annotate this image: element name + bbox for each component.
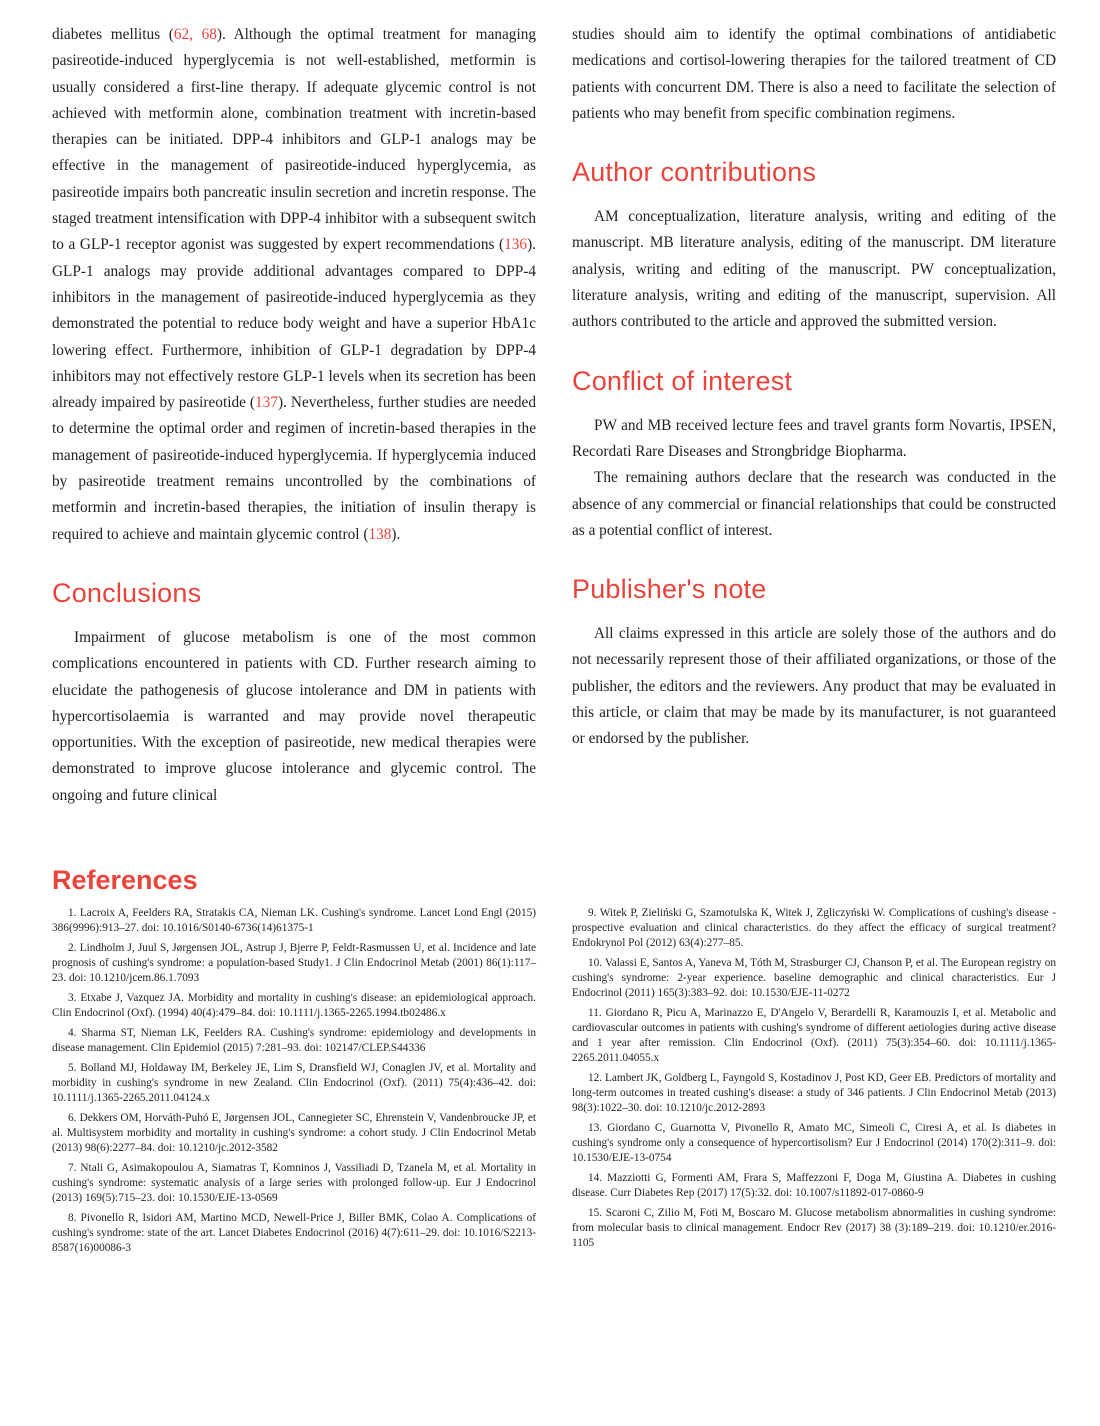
reference-item: 15. Scaroni C, Zilio M, Foti M, Boscaro M. Glucose metabolism abnormalities in cushing syndrome: from molecular basis to clinical management. Endocr Rev (2017) 38 (3):189–219. doi: 10.1210/er.2016-1105 (572, 1207, 1056, 1250)
text-run: ). Although the optimal treatment for managing pasireotide-induced hyperglycemia is not well-established, metformin is usually considered a first-line therapy. If adequate glycemic control is not achieved with metformin alone, combination treatment with incretin-based therapies can be initiated. DPP-4 inhibitors and GLP-1 analogs may be effective in the management of pasireotide-induced hyperglycemia, as pasireotide impairs both pancreatic insulin secretion and incretin response. The staged treatment intensification with DPP-4 inhibitor with a subsequent switch to a GLP-1 receptor agonist was suggested by expert recommendations ( (52, 26, 536, 254)
heading-conclusions: Conclusions (52, 577, 202, 608)
reference-item: 14. Mazziotti G, Formenti AM, Frara S, Maffezzoni F, Doga M, Giustina A. Diabetes in cushing disease. Curr Diabetes Rep (2017) 17(5):32. doi: 10.1007/s11892-017-0860-9 (572, 1172, 1056, 1200)
reference-item: 12. Lambert JK, Goldberg L, Fayngold S, Kostadinov J, Post KD, Geer EB. Predictors of mortality and long-term outcomes in treated cushing's disease: a study of 346 patients. J Clin Endocrinol Metab (2013) 98(3):1022–30. doi: 10.1210/jc.2012-2893 (572, 1072, 1056, 1115)
left-column (52, 22, 536, 809)
reference-item: 11. Giordano R, Picu A, Marinazzo E, D'Angelo V, Berardelli R, Karamouzis I, et al. Metabolic and cardiovascular outcomes in patients with cushing's syndrome of different aetiologies during active disease and 1 year after remission. Clin Endocrinol (Oxf). (2011) 75(3):354–60. doi: 10.1111/j.1365-2265.2011.04055.x (572, 1007, 1056, 1065)
heading-conflict-of-interest: Conflict of interest (572, 365, 793, 396)
reference-item: 8. Pivonello R, Isidori AM, Martino MCD, Newell-Price J, Biller BMK, Colao A. Complications of cushing's syndrome: state of the art. Lancet Diabetes Endocrinol (2016) 4(7):611–29. doi: 10.1016/S2213-8587(16)00086-3 (52, 1212, 536, 1255)
reference-item: 2. Lindholm J, Juul S, Jørgensen JOL, Astrup J, Bjerre P, Feldt-Rasmussen U, et al. Incidence and late prognosis of cushing's syndrome: a population-based Study1. J Clin Endocrinol Metab (2001) 86(1):117–23. doi: 10.1210/jcem.86.1.7093 (52, 942, 536, 985)
citation-link[interactable]: 138 (368, 525, 392, 543)
text-run: diabetes mellitus ( (52, 26, 174, 43)
reference-item: 6. Dekkers OM, Horváth-Puhó E, Jørgensen JOL, Cannegieter SC, Ehrenstein V, Vandenbroucke JP, et al. Multisystem morbidity and mortality in cushing's syndrome: a cohort study. J Clin Endocrinol Metab (2013) 98(6):2277–84. doi: 10.1210/jc.2012-3582 (52, 1112, 536, 1155)
references-columns (52, 906, 1056, 1261)
paragraph-author-contributions: AM conceptualization, literature analysis, writing and editing of the manuscript. MB literature analysis, editing of the manuscript. DM literature analysis, writing and editing of the manuscript. PW conceptualization, literature analysis, writing and editing of the manuscript, supervision. All authors contributed to the article and approved the submitted version. (572, 208, 1056, 331)
reference-item: 4. Sharma ST, Nieman LK, Feelders RA. Cushing's syndrome: epidemiology and developments in disease management. Clin Epidemiol (2015) 7:281–93. doi: 102147/CLEP.S44336 (52, 1027, 536, 1055)
paragraph-conclusions-continued: studies should aim to identify the optimal combinations of antidiabetic medications and cortisol-lowering therapies for the tailored treatment of CD patients with concurrent DM. There is also a need to facilitate the selection of patients who may benefit from specific combination regimens. (572, 26, 1056, 122)
references-left-column (52, 906, 536, 1261)
paragraph-conflict-1: PW and MB received lecture fees and travel grants form Novartis, IPSEN, Recordati Rare Diseases and Strongbridge Biopharma. (572, 416, 1056, 460)
reference-item: 10. Valassi E, Santos A, Yaneva M, Tóth M, Strasburger CJ, Chanson P, et al. The European registry on cushing's syndrome: 2-year experience. baseline demographic and clinical characteristics. Eur J Endocrinol (2011) 165(3):383–92. doi: 10.1530/EJE-11-0272 (572, 957, 1056, 1000)
citation-link[interactable]: 137 (255, 394, 278, 412)
references-right-column (572, 906, 1056, 1261)
reference-item: 9. Witek P, Zieliński G, Szamotulska K, Witek J, Zgliczyński W. Complications of cushing's disease - prospective evaluation and clinical characteristics. do they affect the efficacy of surgical treatment? Endokrynol Pol (2012) 63(4):277–85. (572, 907, 1056, 950)
references-section (0, 809, 1100, 1261)
paragraph-conclusions: Impairment of glucose metabolism is one of the most common complications encountered in patients with CD. Further research aiming to elucidate the pathogenesis of glucose intolerance and DM in patients with hypercortisolaemia is warranted and may provide novel therapeutic opportunities. With the exception of pasireotide, new medical therapies were demonstrated to improve glucose intolerance and glycemic control. The ongoing and future clinical (52, 628, 536, 804)
heading-references: References (52, 865, 198, 896)
citation-link[interactable]: 136 (504, 236, 528, 254)
reference-item: 3. Etxabe J, Vazquez JA. Morbidity and mortality in cushing's disease: an epidemiological approach. Clin Endocrinol (Oxf). (1994) 40(4):479–84. doi: 10.1111/j.1365-2265.1994.tb02486.x (52, 992, 536, 1020)
reference-item: 5. Bolland MJ, Holdaway IM, Berkeley JE, Lim S, Dransfield WJ, Conaglen JV, et al. Mortality and morbidity in cushing's syndrome in new Zealand. Clin Endocrinol (Oxf). (2011) 75(4):436–42. doi: 10.1111/j.1365-2265.2011.04124.x (52, 1062, 536, 1105)
text-run: ). GLP-1 analogs may provide additional advantages compared to DPP-4 inhibitors in the management of pasireotide-induced hyperglycemia as they demonstrated the potential to reduce body weight and have a superior HbA1c lowering effect. Furthermore, inhibition of GLP-1 degradation by DPP-4 inhibitors may not effectively restore GLP-1 levels when its secretion has been already impaired by pasireotide ( (52, 236, 536, 412)
heading-author-contributions: Author contributions (572, 157, 817, 188)
paragraph-publishers-note: All claims expressed in this article are solely those of the authors and do not necessarily represent those of their affiliated organizations, or those of the publisher, the editors and the reviewers. Any product that may be evaluated in this article, or claim that may be made by its manufacturer, is not guaranteed or endorsed by the publisher. (572, 625, 1056, 748)
heading-publishers-note: Publisher's note (572, 574, 767, 605)
reference-item: 1. Lacroix A, Feelders RA, Stratakis CA, Nieman LK. Cushing's syndrome. Lancet Lond Engl (2015) 386(9996):913–27. doi: 10.1016/S0140-6736(14)61375-1 (52, 907, 536, 935)
paragraph-pasireotide-treatment (52, 22, 536, 548)
citation-link[interactable]: 62, 68 (173, 26, 217, 43)
paragraph-conflict-2: The remaining authors declare that the research was conducted in the absence of any commercial or financial relationships that could be constructed as a potential conflict of interest. (572, 469, 1056, 539)
text-run: ). Nevertheless, further studies are needed to determine the optimal order and regimen of incretin-based therapies in the management of pasireotide-induced hyperglycemia. If hyperglycemia induced by pasireotide treatment remains uncontrolled by the combinations of metformin and incretin-based therapies, the initiation of insulin therapy is required to achieve and maintain glycemic control ( (52, 394, 536, 543)
reference-item: 7. Ntali G, Asimakopoulou A, Siamatras T, Komninos J, Vassiliadi D, Tzanela M, et al. Mortality in cushing's syndrome: systematic analysis of a large series with prolonged follow-up. Eur J Endocrinol (2013) 169(5):715–23. doi: 10.1530/EJE-13-0569 (52, 1162, 536, 1205)
reference-item: 13. Giordano C, Guarnotta V, Pivonello R, Amato MC, Simeoli C, Ciresi A, et al. Is diabetes in cushing's syndrome only a consequence of hypercortisolism? Eur J Endocrinol (2014) 170(2):311–9. doi: 10.1530/EJE-13-0754 (572, 1122, 1056, 1165)
right-column (572, 22, 1056, 809)
text-run: ). (391, 525, 401, 543)
